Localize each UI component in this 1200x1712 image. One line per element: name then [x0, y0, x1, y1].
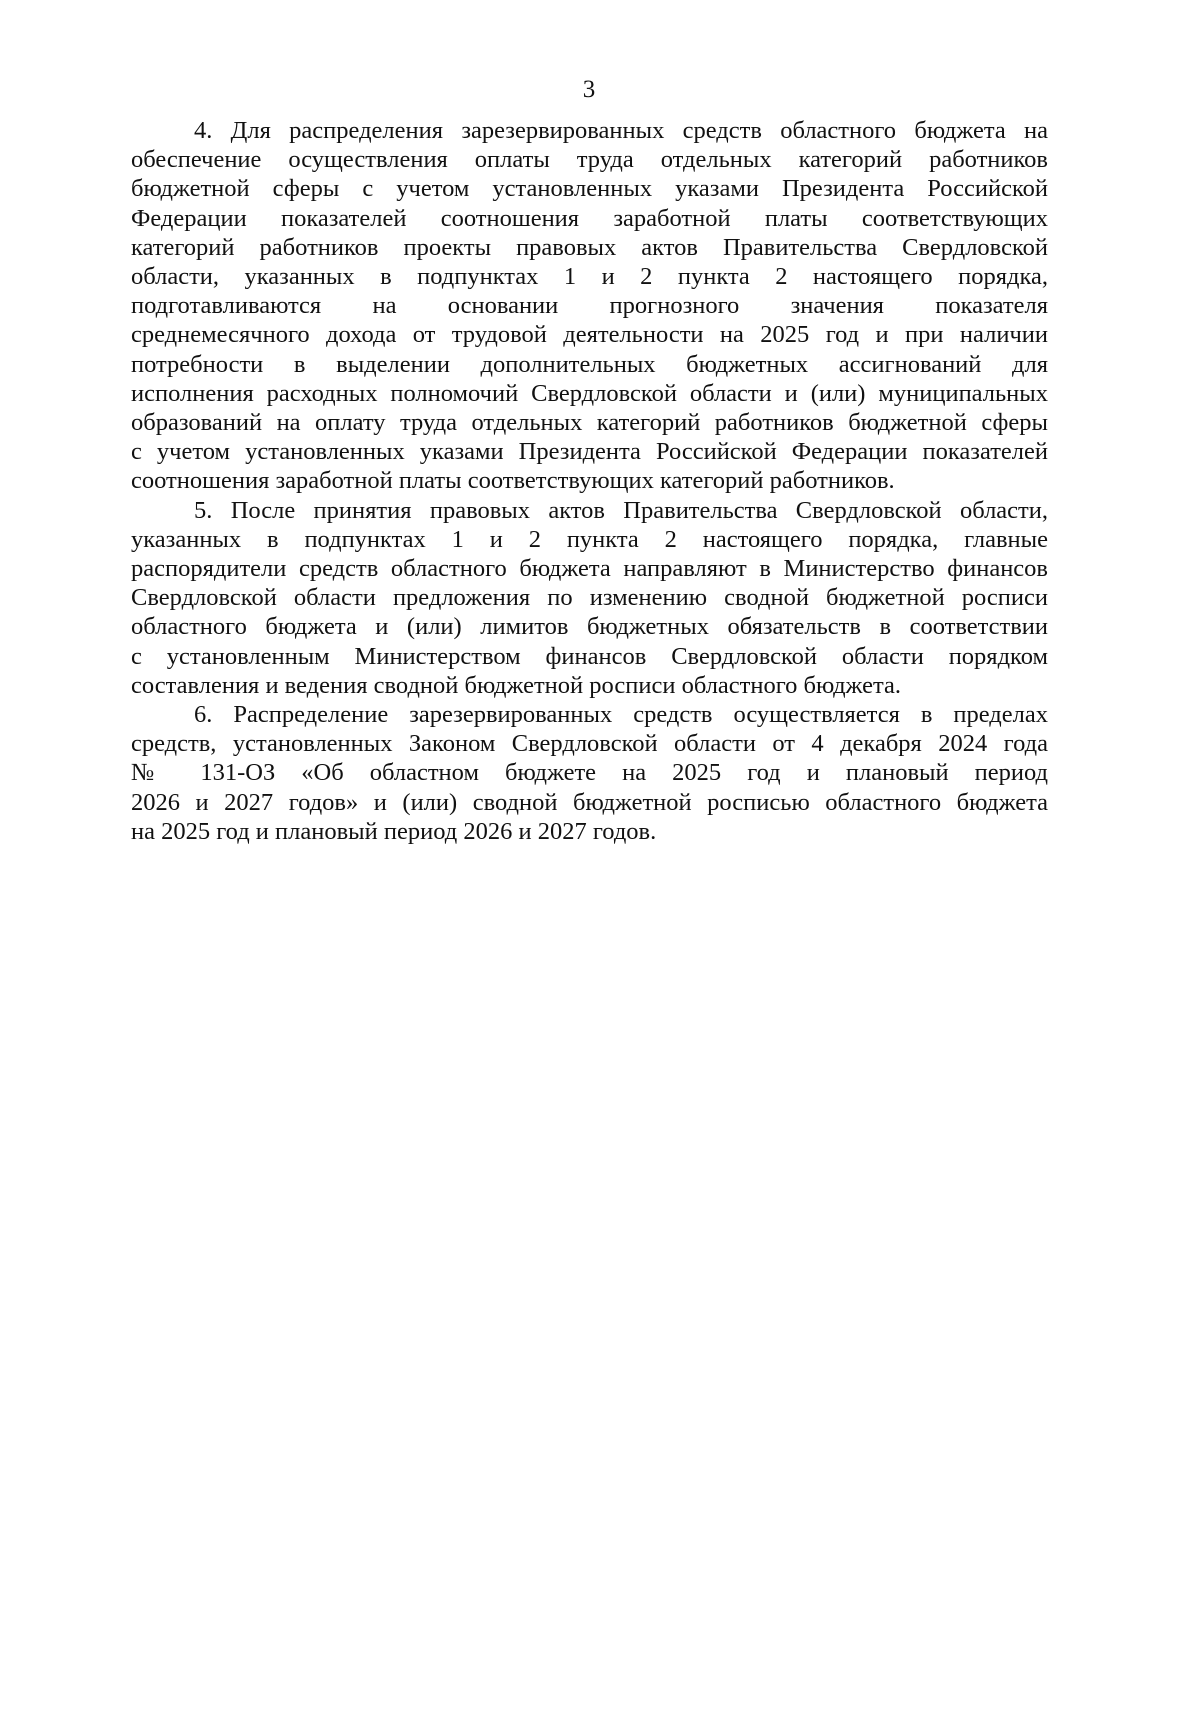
text-line: соотношения заработной платы соответствующих категорий работников.	[131, 467, 895, 495]
text-line: с учетом установленных указами Президента Российской Федерации показателей	[131, 438, 1048, 466]
document-body	[131, 116, 1048, 846]
text-line: Федерации показателей соотношения заработной платы соответствующих	[131, 204, 1048, 232]
paragraph-4	[131, 116, 1048, 496]
page-number: 3	[582, 76, 596, 103]
text-line: распорядители средств областного бюджета направляют в Министерство финансов	[131, 555, 1048, 583]
text-line: обеспечение осуществления оплаты труда отдельных категорий работников	[131, 146, 1048, 174]
text-line: потребности в выделении дополнительных бюджетных ассигнований для	[131, 350, 1048, 378]
text-line: на 2025 год и плановый период 2026 и 2027 годов.	[131, 817, 657, 845]
text-line: средств, установленных Законом Свердловской области от 4 декабря 2024 года	[131, 730, 1048, 758]
text-line: подготавливаются на основании прогнозного значения показателя	[131, 292, 1048, 320]
text-line: категорий работников проекты правовых актов Правительства Свердловской	[131, 233, 1048, 261]
text-line: областного бюджета и (или) лимитов бюджетных обязательств в соответствии	[131, 613, 1048, 641]
text-line: образований на оплату труда отдельных категорий работников бюджетной сферы	[131, 409, 1048, 437]
text-line: среднемесячного дохода от трудовой деятельности на 2025 год и при наличии	[131, 321, 1048, 349]
text-line: с установленным Министерством финансов Свердловской области порядком	[131, 642, 1048, 670]
text-line: № 131-ОЗ «Об областном бюджете на 2025 год и плановый период	[131, 759, 1048, 787]
text-line: указанных в подпунктах 1 и 2 пункта 2 настоящего порядка, главные	[131, 525, 1048, 553]
text-line: исполнения расходных полномочий Свердловской области и (или) муниципальных	[131, 379, 1048, 407]
paragraph-6	[131, 700, 1048, 846]
text-line: Свердловской области предложения по изменению сводной бюджетной росписи	[131, 584, 1048, 612]
text-line: составления и ведения сводной бюджетной росписи областного бюджета.	[131, 671, 902, 699]
text-line: 2026 и 2027 годов» и (или) сводной бюджетной росписью областного бюджета	[131, 788, 1048, 816]
text-line: 4. Для распределения зарезервированных средств областного бюджета на	[194, 117, 1048, 144]
text-line: бюджетной сферы с учетом установленных указами Президента Российской	[131, 175, 1048, 203]
text-line: 6. Распределение зарезервированных средств осуществляется в пределах	[194, 701, 1048, 729]
text-line: 5. После принятия правовых актов Правительства Свердловской области,	[194, 496, 1048, 524]
text-line: области, указанных в подпунктах 1 и 2 пункта 2 настоящего порядка,	[131, 263, 1048, 291]
paragraph-5	[131, 496, 1048, 700]
